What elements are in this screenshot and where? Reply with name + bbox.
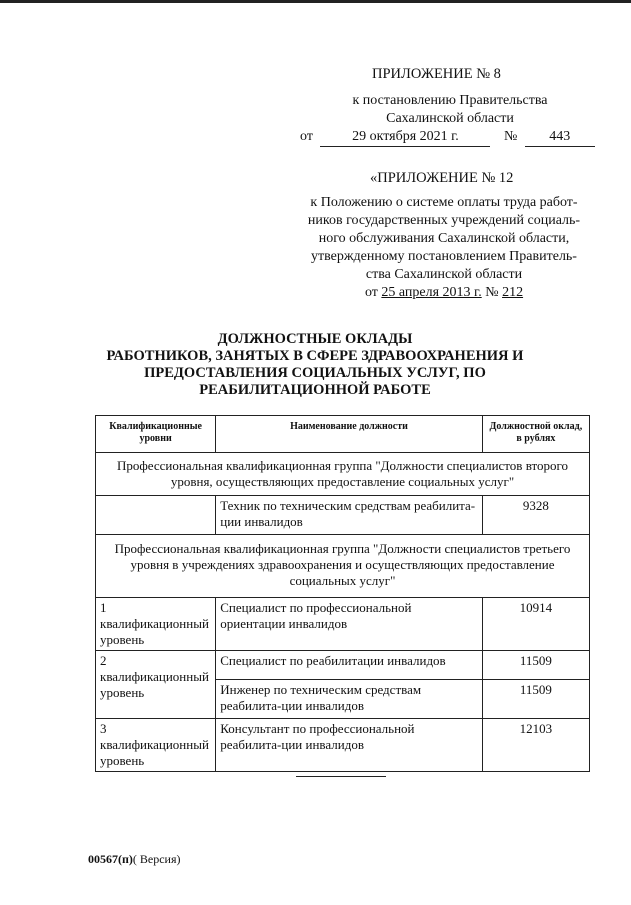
level-cell (96, 496, 216, 535)
title-line-2: РАБОТНИКОВ, ЗАНЯТЫХ В СФЕРЕ ЗДРАВООХРАНЕНИЯ И (106, 348, 524, 364)
position-cell: Специалист по профессиональной ориентации инвалидов (216, 598, 483, 651)
header-position-name: Наименование должности (216, 416, 483, 453)
resolution-reference (300, 92, 600, 147)
table-header-row (96, 416, 590, 453)
table-row (96, 719, 590, 772)
level-cell: 3 квалификационный уровень (96, 719, 216, 772)
group-1-title: Профессиональная квалификационная группа "Должности специалистов второго уровня, осуществляющих предоставление социальных услуг" (96, 453, 590, 496)
salary-table (95, 415, 590, 772)
resolution-date: 29 октября 2021 г. (320, 128, 490, 147)
number-label-2: № (485, 285, 499, 300)
region-text: Сахалинской области (386, 111, 514, 126)
group-2-title: Профессиональная квалификационная группа "Должности специалистов третьего уровня в учреждениях здравоохранения и осуществляющих предоставление социальных услуг" (96, 535, 590, 598)
title-line-3: ПРЕДОСТАВЛЕНИЯ СОЦИАЛЬНЫХ УСЛУГ, ПО (144, 365, 486, 381)
regulation-date-line (296, 284, 592, 302)
regulation-line-1: к Положению о системе оплаты труда работ- (310, 195, 578, 210)
regulation-line-5: ства Сахалинской области (365, 267, 523, 282)
position-cell: Консультант по профессиональной реабилита-ции инвалидов (216, 719, 483, 772)
salary-cell: 12103 (482, 719, 589, 772)
title-line-1: ДОЛЖНОСТНЫЕ ОКЛАДЫ (217, 331, 413, 347)
top-border (0, 0, 631, 3)
regulation-number: 212 (502, 285, 524, 300)
salary-cell: 10914 (482, 598, 589, 651)
document-title (80, 331, 550, 399)
group-row (96, 453, 590, 496)
from-label: от (300, 129, 313, 144)
salary-cell: 9328 (482, 496, 589, 535)
from-label-2: от (364, 285, 378, 300)
title-line-4: РЕАБИЛИТАЦИОННОЙ РАБОТЕ (199, 382, 431, 398)
level-cell: 2 квалификационный уровень (96, 651, 216, 719)
appendix-12-heading: «ПРИЛОЖЕНИЕ № 12 (370, 170, 514, 186)
version-label: ( Версия) (132, 852, 181, 866)
salary-cell: 11509 (482, 680, 589, 719)
header-qualification-levels: Квалификационные уровни (96, 416, 216, 453)
regulation-reference (296, 194, 592, 302)
header-salary: Должностной оклад, в рублях (482, 416, 589, 453)
regulation-line-4: утвержденному постановлением Правитель- (311, 249, 577, 264)
date-number-line (300, 128, 600, 147)
regulation-line-3: ного обслуживания Сахалинской области, (318, 231, 570, 246)
level-cell: 1 квалификационный уровень (96, 598, 216, 651)
appendix-8-heading: ПРИЛОЖЕНИЕ № 8 (372, 66, 501, 82)
group-row (96, 535, 590, 598)
salary-cell: 11509 (482, 651, 589, 680)
closing-rule (296, 776, 386, 777)
table-row (96, 651, 590, 680)
position-cell: Специалист по реабилитации инвалидов (216, 651, 483, 680)
position-cell: Техник по техническим средствам реабилита-ции инвалидов (216, 496, 483, 535)
number-label: № (503, 129, 518, 144)
document-code: 00567(п) (88, 852, 133, 866)
table-row (96, 598, 590, 651)
position-cell: Инженер по техническим средствам реабилита-ции инвалидов (216, 680, 483, 719)
regulation-line-2: ников государственных учреждений социаль- (307, 213, 581, 228)
table-row (96, 496, 590, 535)
resolution-number: 443 (525, 128, 595, 147)
to-resolution-text: к постановлению Правительства (352, 93, 548, 108)
footer (88, 852, 181, 867)
regulation-date: 25 апреля 2013 г. (381, 285, 482, 300)
